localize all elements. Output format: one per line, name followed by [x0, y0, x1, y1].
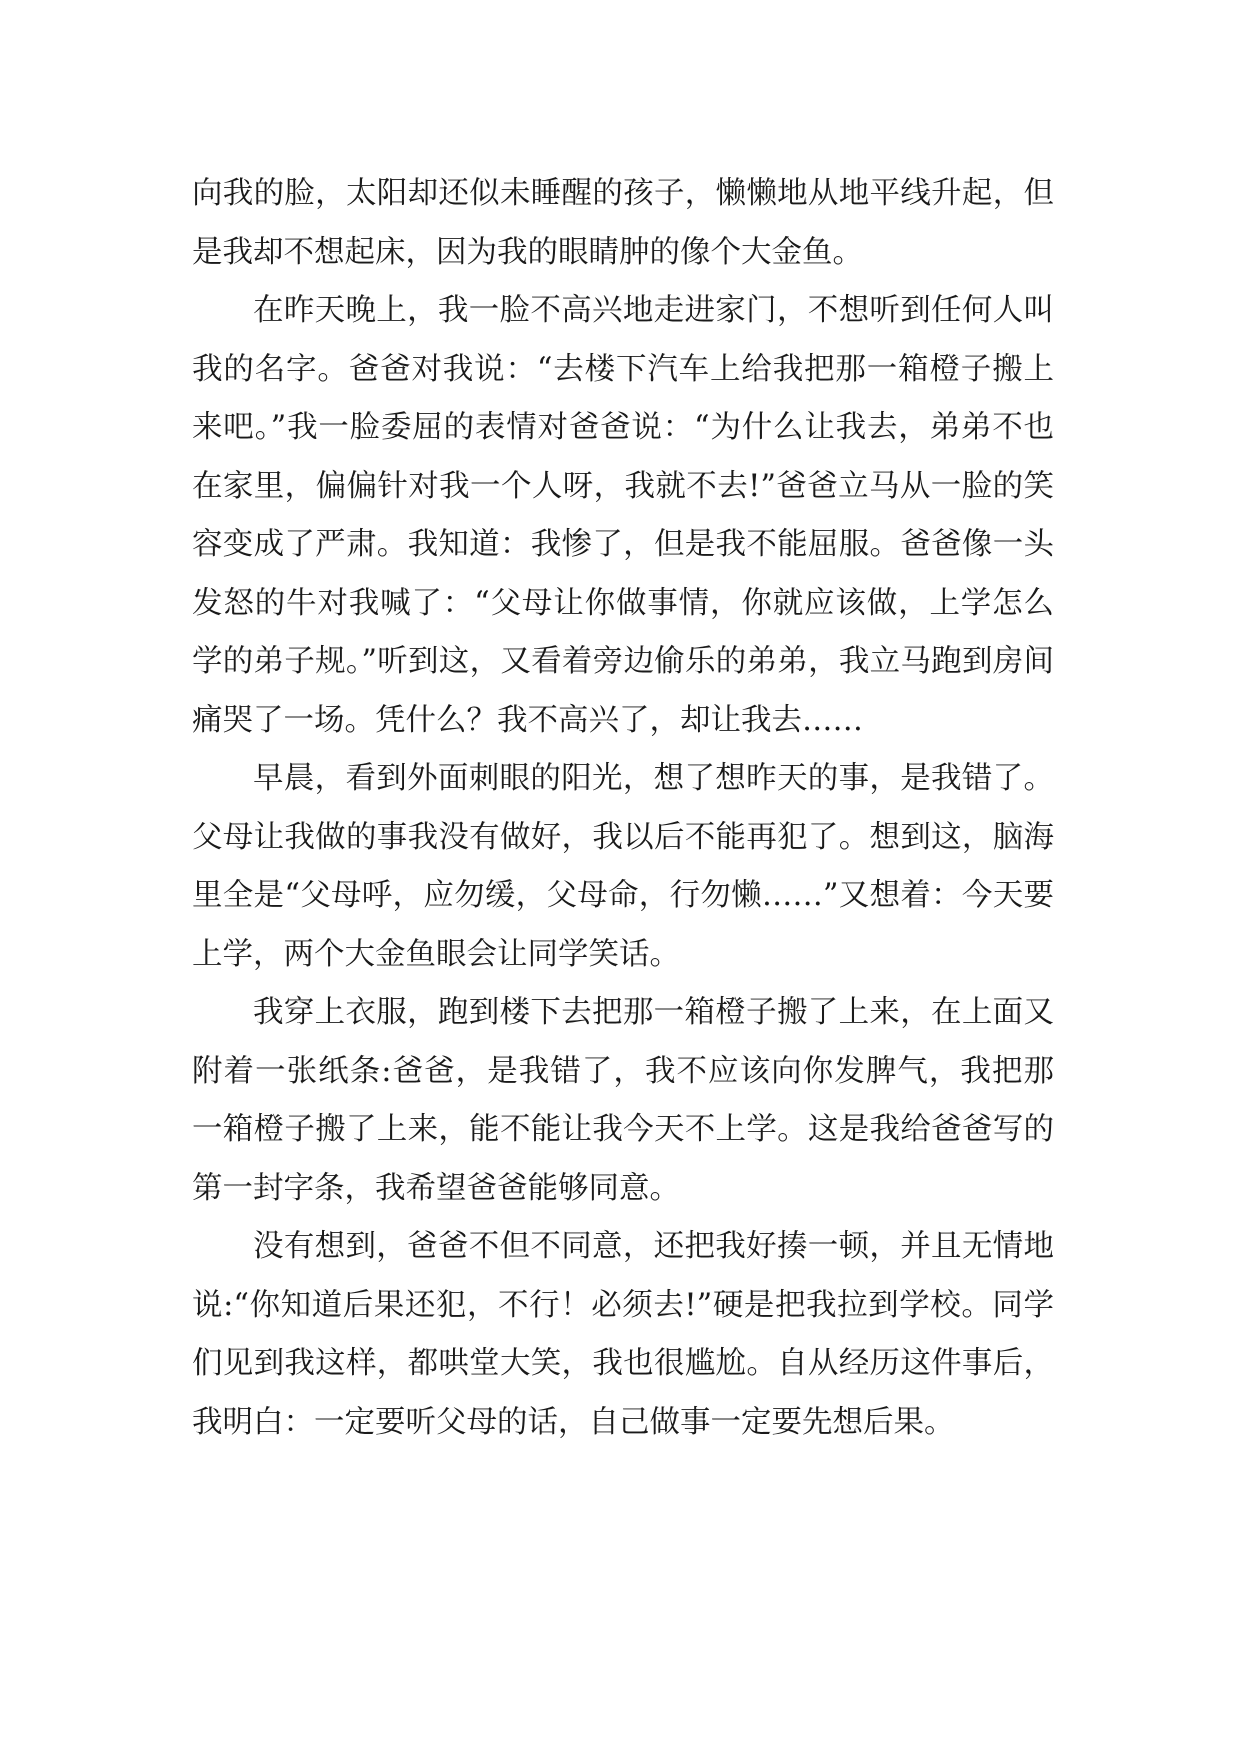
paragraph-last-night: 在昨天晚上，我一脸不高兴地走进家门，不想听到任何人叫我的名字。爸爸对我说：“去楼下汽车上给我把那一箱橙子搬上来吧。”我一脸委屈的表情对爸爸说：“为什么让我去，弟弟不也在家里，偏偏针对我一个人呀，我就不去!”爸爸立马从一脸的笑容变成了严肃。我知道：我惨了，但是我不能屈服。爸爸像一头发怒的牛对我喊了：“父母让你做事情，你就应该做，上学怎么学的弟子规。”听到这，又看着旁边偷乐的弟弟，我立马跑到房间痛哭了一场。凭什么？我不高兴了，却让我去……: [192, 293, 1054, 738]
paragraph-continuation: 向我的脸，太阳却还似未睡醒的孩子，懒懒地从地平线升起，但是我却不想起床，因为我的眼睛肿的像个大金鱼。: [192, 176, 1054, 270]
paragraph-morning: 早晨，看到外面刺眼的阳光，想了想昨天的事，是我错了。父母让我做的事我没有做好，我以后不能再犯了。想到这，脑海里全是“父母呼，应勿缓，父母命，行勿懒……”又想着：今天要上学，两个大金鱼眼会让同学笑话。: [192, 761, 1054, 972]
paragraph-note: 我穿上衣服，跑到楼下去把那一箱橙子搬了上来，在上面又附着一张纸条:爸爸，是我错了，我不应该向你发脾气，我把那一箱橙子搬了上来，能不能让我今天不上学。这是我给爸爸写的第一封字条，我希望爸爸能够同意。: [192, 995, 1054, 1206]
document-body: [192, 165, 1054, 1452]
paragraph-conclusion: 没有想到，爸爸不但不同意，还把我好揍一顿，并且无情地说:“你知道后果还犯，不行！必须去!”硬是把我拉到学校。同学们见到我这样，都哄堂大笑，我也很尴尬。自从经历这件事后，我明白：一定要听父母的话，自己做事一定要先想后果。: [192, 1229, 1054, 1440]
